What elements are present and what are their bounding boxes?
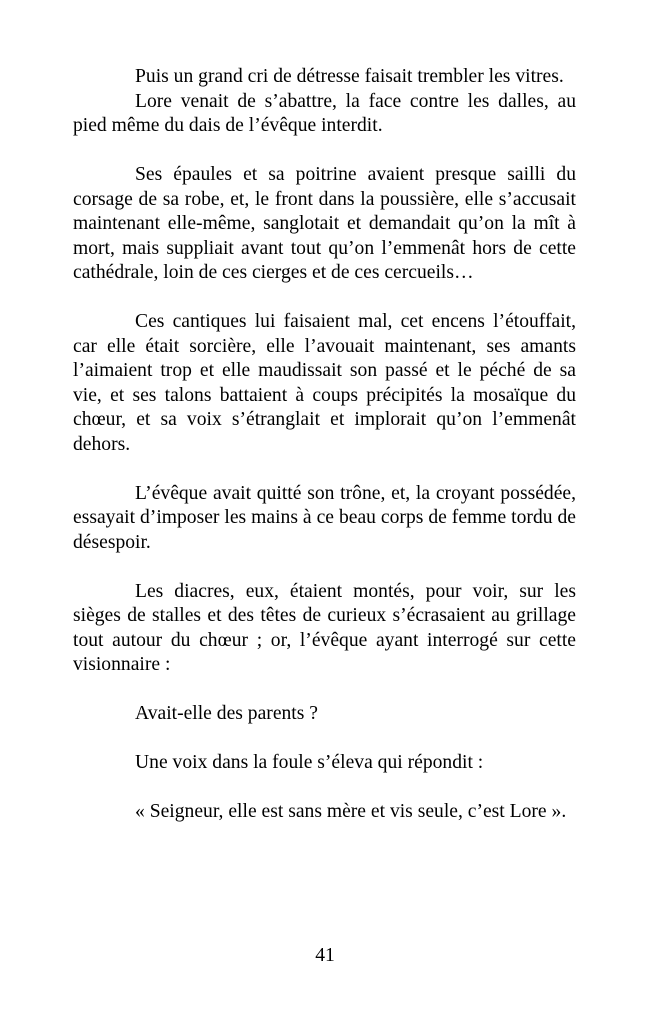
paragraph-8: Une voix dans la foule s’éleva qui répondit :: [135, 752, 484, 773]
paragraph-5: L’évêque avait quitté son trône, et, la croyant possédée, essayait d’imposer les mains à ce beau corps de femme tordu de désespoir.: [73, 482, 576, 553]
paragraph-4: Ces cantiques lui faisaient mal, cet encens l’étouffait, car elle était sorcière, elle l’avouait maintenant, ses amants l’aimaient trop et elle maudissait son passé et le péché de sa vie, et ses talons battaient à coups précipités la mosaïque du chœur, et sa voix s’étranglait et implorait qu’on l’emmenât dehors.: [73, 311, 576, 455]
paragraph-9: « Seigneur, elle est sans mère et vis seule, c’est Lore ».: [135, 801, 567, 822]
page-number: 41: [315, 945, 335, 966]
paragraph-7: Avait-elle des parents ?: [135, 703, 318, 724]
page-body-text: [73, 65, 576, 825]
paragraph-6: Les diacres, eux, étaient montés, pour voir, sur les sièges de stalles et des têtes de curieux s’écrasaient au grillage tout autour du chœur ; or, l’évêque ayant interrogé sur cette visionnaire :: [73, 580, 576, 675]
paragraph-2: Lore venait de s’abattre, la face contre les dalles, au pied même du dais de l’évêque interdit.: [73, 90, 576, 136]
paragraph-1: Puis un grand cri de détresse faisait trembler les vitres.: [135, 66, 564, 87]
paragraph-3: Ses épaules et sa poitrine avaient presque sailli du corsage de sa robe, et, le front dans la poussière, elle s’accusait maintenant elle-même, sanglotait et demandait qu’on la mît à mort, mais suppliait avant tout qu’on l’emmenât hors de cette cathédrale, loin de ces cierges et de ces cercueils…: [73, 164, 576, 283]
